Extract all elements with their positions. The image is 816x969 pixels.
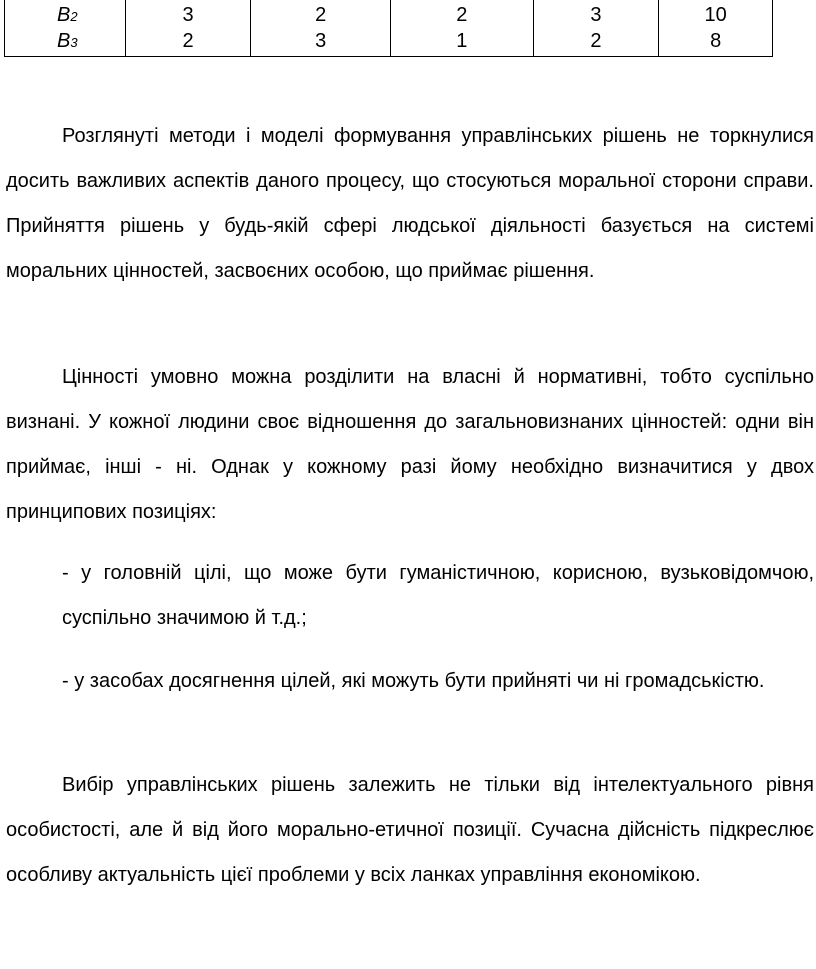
paragraph-decision-choice: Вибір управлінських рішень залежить не тільки від інтелектуального рівня особистості, але й від його морально-етичної позиції. Сучасна дійсність підкреслює особливу актуальність цієї проблеми у всіх ланках управління економікою. <box>6 774 814 886</box>
row-label-letter: B <box>57 30 71 52</box>
table-cell: 2 <box>182 30 194 52</box>
row-label-subscript: 2 <box>70 9 78 24</box>
table-column-total <box>659 0 772 56</box>
data-table <box>4 0 773 57</box>
table-cell: 3 <box>315 30 327 52</box>
table-cell: 2 <box>315 4 327 26</box>
table-column-4 <box>534 0 660 56</box>
table-cell: 1 <box>456 30 468 52</box>
table-column-3 <box>391 0 534 56</box>
table-row-label <box>5 3 125 27</box>
paragraph-moral-aspects: Розглянуті методи і моделі формування управлінських рішень не торкнулися досить важливих аспектів даного процесу, що стосуються моральної сторони справи. Прийняття рішень у будь-якій сфері людської діяльності базується на системі моральних цінностей, засвоєних особою, що приймає рішення. <box>6 125 814 282</box>
table-cell: 10 <box>704 4 727 26</box>
table-column-label <box>5 0 126 56</box>
table-cell: 8 <box>710 30 722 52</box>
list-item-means: - у засобах досягнення цілей, які можуть бути прийняті чи ні громадськістю. <box>62 670 765 692</box>
paragraph-values: Цінності умовно можна розділити на власні й нормативні, тобто суспільно визнані. У кожної людини своє відношення до загальновизнаних цінностей: одни він приймає, інші - ні. Однак у кожному разі йому необхідно визначитися у двох принципових позиціях: <box>6 366 814 523</box>
table-cell: 2 <box>590 30 602 52</box>
table-column-2 <box>251 0 391 56</box>
table-cell: 3 <box>590 4 602 26</box>
table-column-1 <box>126 0 252 56</box>
row-label-letter: B <box>57 4 71 26</box>
row-label-subscript: 3 <box>70 35 78 50</box>
list-item-main-goal: - у головній цілі, що може бути гуманістичною, корисною, вузьковідомчою, суспільно значимою й т.д.; <box>62 562 814 629</box>
table-row-label <box>5 29 125 53</box>
table-cell: 2 <box>456 4 468 26</box>
table-cell: 3 <box>182 4 194 26</box>
